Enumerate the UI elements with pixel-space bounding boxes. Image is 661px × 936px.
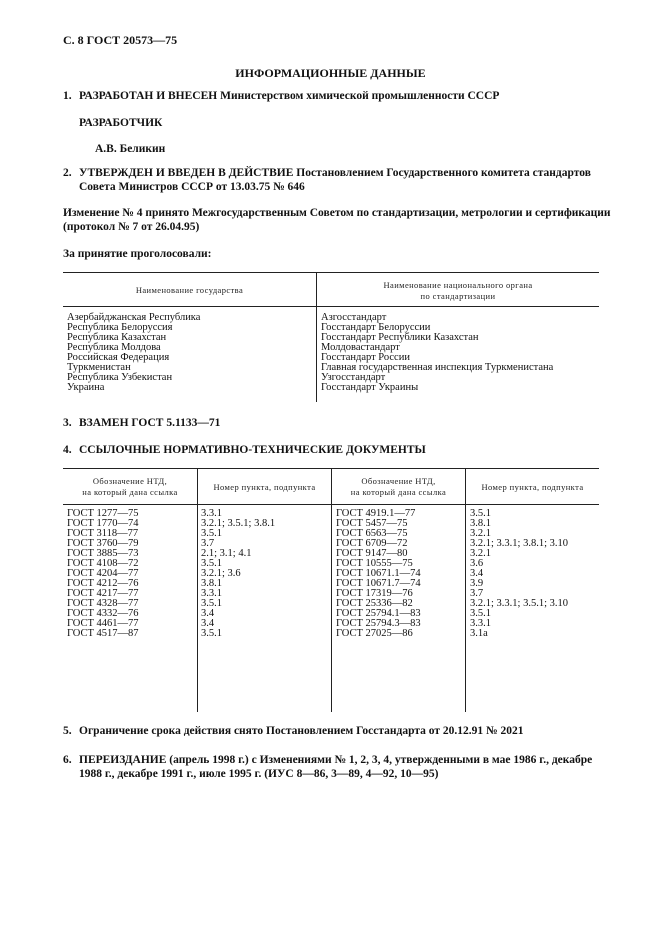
- change-note-line-1: Изменение № 4 принято Межгосударственным Советом по стандартизации, метрологии и сертификации: [63, 207, 611, 219]
- table-cell: 3.3.1: [201, 588, 222, 599]
- table-cell: ГОСТ 3118—77: [67, 528, 139, 539]
- section-6-number: 6.: [63, 754, 72, 766]
- table-cell: 3.5.1: [201, 598, 222, 609]
- table2-right-designations: [336, 509, 421, 639]
- table-cell: 3.2.1; 3.3.1; 3.8.1; 3.10: [470, 538, 569, 549]
- section-6-line-1: (апрель 1998 г.) с Изменениями № 1, 2, 3, 4, утвержденными в мае 1986 г., декабре: [166, 754, 593, 766]
- table-cell: 3.8.1: [470, 518, 491, 529]
- table-cell: Узгосстандарт: [321, 372, 386, 383]
- table-cell: 3.5.1: [201, 628, 222, 639]
- table-cell: Республика Казахстан: [67, 332, 167, 343]
- section-2-text-1: Постановлением Государственного комитета стандартов: [293, 167, 591, 179]
- table-cell: 3.2.1; 3.6: [201, 568, 241, 579]
- section-4-number: 4.: [63, 444, 72, 456]
- section-2-bold: УТВЕРЖДЕН И ВВЕДЕН В ДЕЙСТВИЕ: [79, 167, 294, 179]
- change-note: [63, 206, 633, 234]
- table-cell: ГОСТ 25794.1—83: [336, 608, 421, 619]
- table2-divider-1: [197, 468, 198, 712]
- table-cell: ГОСТ 4204—77: [67, 568, 139, 579]
- table-cell: ГОСТ 25336—82: [336, 598, 413, 609]
- section-4-text: ССЫЛОЧНЫЕ НОРМАТИВНО-ТЕХНИЧЕСКИЕ ДОКУМЕНТЫ: [79, 444, 426, 456]
- table2-left-designations: [67, 509, 139, 639]
- table-cell: ГОСТ 3760—79: [67, 538, 139, 549]
- table-cell: ГОСТ 4332—76: [67, 608, 139, 619]
- section-2-number: 2.: [63, 167, 72, 179]
- table1-col2-header: [317, 280, 599, 302]
- table-cell: Украина: [67, 382, 105, 393]
- table-cell: 3.8.1: [201, 578, 222, 589]
- table-cell: ГОСТ 4919.1—77: [336, 508, 416, 519]
- table-cell: ГОСТ 4217—77: [67, 588, 139, 599]
- table-cell: ГОСТ 4108—72: [67, 558, 139, 569]
- section-1-bold: РАЗРАБОТАН И ВНЕСЕН: [79, 90, 218, 102]
- table1-top-rule: [63, 272, 599, 273]
- header-line: Обозначение НТД,: [361, 476, 436, 486]
- section-5-number: 5.: [63, 725, 72, 737]
- table-cell: ГОСТ 4461—77: [67, 618, 139, 629]
- table-cell: 3.7: [470, 588, 484, 599]
- table-cell: Российская Федерация: [67, 352, 170, 363]
- table-cell: 3.3.1: [201, 508, 222, 519]
- table-cell: Республика Узбекистан: [67, 372, 173, 383]
- table2-divider-3: [465, 468, 466, 712]
- section-1: [63, 89, 499, 103]
- table-cell: Азгосстандарт: [321, 312, 387, 323]
- table2-divider-2: [331, 468, 332, 712]
- table-cell: 3.5.1: [470, 608, 491, 619]
- table-cell: Госстандарт Белоруссии: [321, 322, 431, 333]
- section-6: [63, 753, 633, 781]
- table-cell: ГОСТ 6563—75: [336, 528, 408, 539]
- table-cell: ГОСТ 1770—74: [67, 518, 139, 529]
- table-cell: ГОСТ 4328—77: [67, 598, 139, 609]
- section-4: [63, 443, 426, 457]
- table-cell: 3.2.1; 3.3.1; 3.5.1; 3.10: [470, 598, 569, 609]
- section-5-text: Ограничение срока действия снято Постановлением Госстандарта от 20.12.91 № 2021: [79, 725, 524, 737]
- table-cell: 3.2.1: [470, 528, 491, 539]
- section-2: [63, 166, 623, 194]
- table-cell: Госстандарт Украины: [321, 382, 419, 393]
- table1-header-rule: [63, 306, 599, 307]
- section-3-text: ВЗАМЕН ГОСТ 5.1133—71: [79, 417, 221, 429]
- page-header: С. 8 ГОСТ 20573—75: [63, 33, 178, 47]
- table1-col2-header-line-2: по стандартизации: [420, 291, 496, 301]
- table-cell: ГОСТ 9147—80: [336, 548, 408, 559]
- section-3: [63, 416, 220, 430]
- table-cell: 3.1а: [470, 628, 488, 639]
- section-6-bold: ПЕРЕИЗДАНИЕ: [79, 754, 167, 766]
- table-cell: ГОСТ 4212—76: [67, 578, 139, 589]
- section-3-number: 3.: [63, 417, 72, 429]
- table2-h-item-right: Номер пункта, подпункта: [481, 482, 584, 492]
- table-cell: ГОСТ 10671.7—74: [336, 578, 421, 589]
- table-cell: Азербайджанская Республика: [67, 312, 201, 323]
- table-cell: 3.2.1: [470, 548, 491, 559]
- table-cell: ГОСТ 1277—75: [67, 508, 139, 519]
- table-cell: 3.6: [470, 558, 484, 569]
- table2-right-items: [470, 509, 568, 639]
- table-cell: ГОСТ 10671.1—74: [336, 568, 421, 579]
- table-cell: Госстандарт Республики Казахстан: [321, 332, 479, 343]
- table2-h-designation-left: [63, 476, 197, 498]
- table-cell: Республика Молдова: [67, 342, 161, 353]
- table-cell: ГОСТ 6709—72: [336, 538, 408, 549]
- table-cell: Республика Белоруссия: [67, 322, 173, 333]
- section-1-number: 1.: [63, 90, 72, 102]
- developer-label: РАЗРАБОТЧИК: [79, 117, 163, 129]
- table-cell: ГОСТ 17319—76: [336, 588, 413, 599]
- table-cell: 3.5.1: [201, 528, 222, 539]
- table-cell: ГОСТ 5457—75: [336, 518, 408, 529]
- table-cell: 3.4: [201, 618, 215, 629]
- table-cell: 2.1; 3.1; 4.1: [201, 548, 252, 559]
- table-cell: 3.5.1: [470, 508, 491, 519]
- table-cell: Главная государственная инспекция Туркменистана: [321, 362, 554, 373]
- table-cell: 3.4: [201, 608, 215, 619]
- developer-name: А.В. Беликин: [95, 143, 166, 155]
- table-cell: Молдовастандарт: [321, 342, 400, 353]
- table-cell: Туркменистан: [67, 362, 131, 373]
- table1-bodies-list: [321, 313, 553, 393]
- section-6-line-2: 1988 г., декабре 1991 г., июле 1995 г. (ИУС 8—86, 3—89, 4—92, 10—95): [79, 768, 439, 780]
- table-cell: ГОСТ 4517—87: [67, 628, 139, 639]
- section-1-text: Министерством химической промышленности СССР: [217, 90, 500, 102]
- table-cell: 3.4: [470, 568, 484, 579]
- table-cell: ГОСТ 3885—73: [67, 548, 139, 559]
- table-cell: 3.9: [470, 578, 484, 589]
- change-note-line-2: (протокол № 7 от 26.04.95): [63, 221, 200, 233]
- table-cell: 3.5.1: [201, 558, 222, 569]
- table-cell: ГОСТ 25794.3—83: [336, 618, 421, 629]
- table1-col1-header: Наименование государства: [135, 285, 244, 295]
- section-5: [63, 724, 523, 738]
- table2-h-designation-right: [332, 476, 465, 498]
- table-cell: Госстандарт России: [321, 352, 410, 363]
- page-title: ИНФОРМАЦИОННЫЕ ДАННЫЕ: [235, 66, 426, 80]
- table2-left-items: [201, 509, 275, 639]
- header-line: на который дана ссылка: [82, 487, 178, 497]
- table-cell: 3.2.1; 3.5.1; 3.8.1: [201, 518, 276, 529]
- table-cell: ГОСТ 10555—75: [336, 558, 413, 569]
- table-cell: ГОСТ 27025—86: [336, 628, 413, 639]
- section-2-text-2: Совета Министров СССР от 13.03.75 № 646: [79, 181, 305, 193]
- header-line: на который дана ссылка: [350, 487, 447, 497]
- table1-col2-header-line-1: Наименование национального органа: [383, 280, 533, 290]
- voted-label: За принятие проголосовали:: [63, 248, 212, 260]
- table2-h-item-left: Номер пункта, подпункта: [213, 482, 316, 492]
- header-line: Обозначение НТД,: [92, 476, 168, 486]
- table-cell: 3.7: [201, 538, 215, 549]
- table1-states-list: [67, 313, 200, 393]
- table-cell: 3.3.1: [470, 618, 491, 629]
